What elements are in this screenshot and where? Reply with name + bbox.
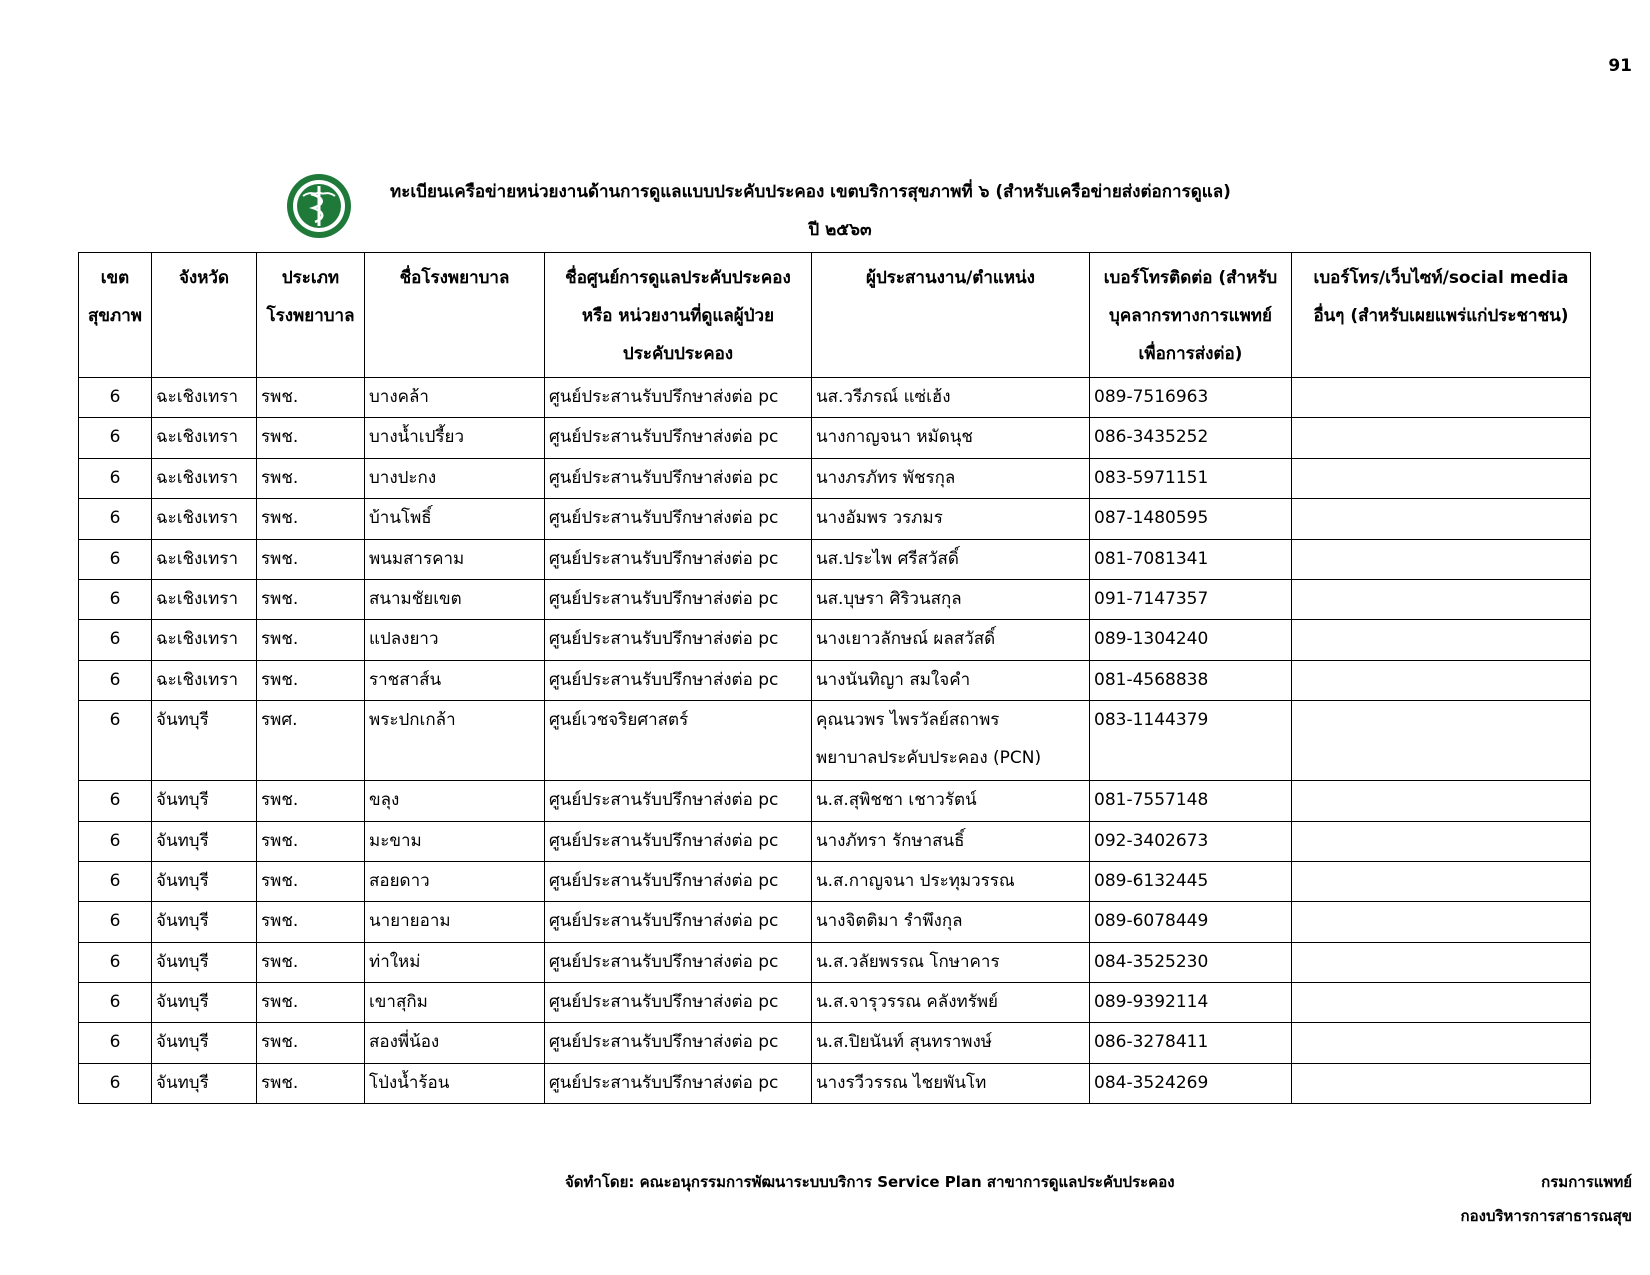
table-cell: จันทบุรี [152,781,257,821]
table-cell: จันทบุรี [152,1063,257,1103]
document-title: ทะเบียนเครือข่ายหน่วยงานด้านการดูแลแบบประคับประคอง เขตบริการสุขภาพที่ ๖ (สำหรับเครือข่ายส่งต่อการดูแล) [390,182,1231,202]
column-header-line: โรงพยาบาล [266,306,355,326]
table-cell [1292,781,1591,821]
table-cell: ฉะเชิงเทรา [152,458,257,498]
table-row [79,378,1591,418]
table-cell: 083-5971151 [1090,458,1292,498]
column-header-line: ประเภท [281,268,340,288]
table-cell: 081-7557148 [1090,781,1292,821]
table-row [79,660,1591,700]
table-cell: 6 [79,701,152,781]
table-cell: 087-1480595 [1090,499,1292,539]
column-header-line: เพื่อการส่งต่อ) [1138,344,1243,364]
table-cell: ศูนย์ประสานรับปรึกษาส่งต่อ pc [545,539,812,579]
table-cell: ฉะเชิงเทรา [152,539,257,579]
table-cell: ฉะเชิงเทรา [152,660,257,700]
table-cell: น.ส.วลัยพรรณ โกษาคาร [812,942,1090,982]
column-header-line: จังหวัด [178,268,230,288]
column-header-line: สุขภาพ [88,306,142,326]
ministry-seal-icon [285,172,353,240]
table-cell: 089-7516963 [1090,378,1292,418]
table-row [79,418,1591,458]
table-cell: ศูนย์ประสานรับปรึกษาส่งต่อ pc [545,1023,812,1063]
column-header [1292,253,1591,378]
table-cell: ขลุง [365,781,545,821]
table-cell: บางปะกง [365,458,545,498]
column-header-line: ผู้ประสานงาน/ตำแหน่ง [866,268,1035,288]
table-cell: ฉะเชิงเทรา [152,579,257,619]
table-cell: รพช. [257,660,365,700]
table-cell: รพช. [257,579,365,619]
table-cell: ฉะเชิงเทรา [152,499,257,539]
table-cell: ศูนย์ประสานรับปรึกษาส่งต่อ pc [545,781,812,821]
table-cell: 6 [79,620,152,660]
table-cell: นางจิตติมา รำพึงกุล [812,902,1090,942]
table-cell [1292,418,1591,458]
table-cell: รพช. [257,539,365,579]
page-number: 91 [1608,56,1632,76]
registry-table [78,252,1591,1104]
table-cell [1292,458,1591,498]
table-cell: ศูนย์ประสานรับปรึกษาส่งต่อ pc [545,1063,812,1103]
table-row [79,821,1591,861]
table-cell: 6 [79,983,152,1023]
table-cell: ศูนย์ประสานรับปรึกษาส่งต่อ pc [545,499,812,539]
table-cell: นางกาญจนา หมัดนุช [812,418,1090,458]
table-cell: ศูนย์ประสานรับปรึกษาส่งต่อ pc [545,983,812,1023]
table-row [79,861,1591,901]
table-row [79,620,1591,660]
table-cell [1292,660,1591,700]
table-cell: ฉะเชิงเทรา [152,620,257,660]
table-cell: ศูนย์ประสานรับปรึกษาส่งต่อ pc [545,458,812,498]
table-cell [1292,983,1591,1023]
table-cell: 6 [79,1063,152,1103]
column-header [79,253,152,378]
table-cell: 6 [79,418,152,458]
table-cell: 6 [79,378,152,418]
table-cell: 6 [79,902,152,942]
table-cell: รพช. [257,1023,365,1063]
table-cell: รพช. [257,861,365,901]
column-header [152,253,257,378]
table-cell: ท่าใหม่ [365,942,545,982]
table-header-row [79,253,1591,378]
table-cell: น.ส.กาญจนา ประทุมวรรณ [812,861,1090,901]
table-cell: นางเยาวลักษณ์ ผลสวัสดิ์ [812,620,1090,660]
table-cell [1292,1023,1591,1063]
column-header-line: เบอร์โทรติดต่อ (สำหรับ [1103,268,1278,288]
table-cell: นส.ประไพ ศรีสวัสดิ์ [812,539,1090,579]
column-header-line: ชื่อศูนย์การดูแลประคับประคอง [565,268,791,288]
table-cell: 6 [79,660,152,700]
table-row [79,983,1591,1023]
table-cell: รพช. [257,1063,365,1103]
column-header-line: อื่นๆ (สำหรับเผยแพร่แก่ประชาชน) [1313,306,1569,326]
table-cell: 6 [79,499,152,539]
table-cell: ศูนย์ประสานรับปรึกษาส่งต่อ pc [545,579,812,619]
table-cell: 089-6078449 [1090,902,1292,942]
table-cell: รพช. [257,983,365,1023]
table-cell [1292,701,1591,781]
table-cell-line: พยาบาลประคับประคอง (PCN) [816,748,1042,769]
table-cell: 084-3524269 [1090,1063,1292,1103]
footer-org-line2: กองบริหารการสาธารณสุข [1460,1207,1632,1225]
table-row [79,781,1591,821]
table-cell: น.ส.จารุวรรณ คลังทรัพย์ [812,983,1090,1023]
table-cell: 6 [79,861,152,901]
column-header [1090,253,1292,378]
table-cell [1292,539,1591,579]
table-cell: จันทบุรี [152,942,257,982]
footer-org-line1: กรมการแพทย์ [1541,1173,1632,1191]
table-cell: 089-6132445 [1090,861,1292,901]
table-cell: นางภัทรา รักษาสนธิ์ [812,821,1090,861]
table-cell: สอยดาว [365,861,545,901]
table-cell: รพช. [257,418,365,458]
table-cell: 081-7081341 [1090,539,1292,579]
table-cell: รพช. [257,458,365,498]
table-cell: รพช. [257,902,365,942]
table-cell: 6 [79,781,152,821]
table-cell: 083-1144379 [1090,701,1292,781]
table-cell: ศูนย์ประสานรับปรึกษาส่งต่อ pc [545,861,812,901]
table-cell: จันทบุรี [152,902,257,942]
document-subtitle: ปี ๒๕๖๓ [808,220,872,240]
table-cell: จันทบุรี [152,701,257,781]
table-cell: 6 [79,821,152,861]
table-cell: ราชสาส์น [365,660,545,700]
table-row [79,539,1591,579]
table-cell: แปลงยาว [365,620,545,660]
table-cell: 089-1304240 [1090,620,1292,660]
table-cell: ศูนย์ประสานรับปรึกษาส่งต่อ pc [545,942,812,982]
table-cell: รพช. [257,821,365,861]
table-cell: นางนันทิญา สมใจคำ [812,660,1090,700]
table-cell: 6 [79,579,152,619]
table-cell: บางน้ำเปรี้ยว [365,418,545,458]
table-cell: นางอัมพร วรภมร [812,499,1090,539]
table-cell: ศูนย์ประสานรับปรึกษาส่งต่อ pc [545,660,812,700]
table-cell: ศูนย์ประสานรับปรึกษาส่งต่อ pc [545,620,812,660]
table-cell: มะขาม [365,821,545,861]
table-row [79,1063,1591,1103]
table-cell: ฉะเชิงเทรา [152,378,257,418]
table-row [79,579,1591,619]
column-header-line: เบอร์โทร/เว็บไซท์/social media [1313,268,1569,288]
table-cell: 086-3435252 [1090,418,1292,458]
table-cell: ศูนย์ประสานรับปรึกษาส่งต่อ pc [545,378,812,418]
table-cell: 089-9392114 [1090,983,1292,1023]
table-cell: พระปกเกล้า [365,701,545,781]
column-header [812,253,1090,378]
table-cell: ศูนย์ประสานรับปรึกษาส่งต่อ pc [545,821,812,861]
table-cell: นส.วรีภรณ์ แซ่เฮ้ง [812,378,1090,418]
table-cell: รพช. [257,942,365,982]
table-cell: สนามชัยเขต [365,579,545,619]
table-cell: 081-4568838 [1090,660,1292,700]
table-cell: 6 [79,539,152,579]
table-cell: รพช. [257,378,365,418]
table-cell [1292,1063,1591,1103]
table-cell: สองพี่น้อง [365,1023,545,1063]
column-header-line: ชื่อโรงพยาบาล [399,268,510,288]
table-cell: นางรวีวรรณ ไชยพันโท [812,1063,1090,1103]
table-cell: ศูนย์ประสานรับปรึกษาส่งต่อ pc [545,902,812,942]
table-cell: จันทบุรี [152,1023,257,1063]
table-cell [1292,499,1591,539]
table-cell: ฉะเชิงเทรา [152,418,257,458]
table-cell: นายายอาม [365,902,545,942]
table-row [79,499,1591,539]
table-cell: รพช. [257,620,365,660]
table-cell: นส.บุษรา ศิริวนสกุล [812,579,1090,619]
table-cell: 6 [79,1023,152,1063]
table-cell: รพช. [257,499,365,539]
table-cell: 092-3402673 [1090,821,1292,861]
table-cell: บ้านโพธิ์ [365,499,545,539]
table-cell [812,701,1090,781]
table-cell [1292,902,1591,942]
table-row [79,458,1591,498]
table-cell: 6 [79,942,152,982]
table-cell: 086-3278411 [1090,1023,1292,1063]
table-cell: ศูนย์เวชจริยศาสตร์ [545,701,812,781]
table-row [79,902,1591,942]
table-cell: น.ส.สุพิชชา เชาวรัตน์ [812,781,1090,821]
table-cell: น.ส.ปิยนันท์ สุนทราพงษ์ [812,1023,1090,1063]
column-header-line: บุคลากรทางการแพทย์ [1109,306,1272,326]
table-cell [1292,579,1591,619]
table-cell: ศูนย์ประสานรับปรึกษาส่งต่อ pc [545,418,812,458]
column-header-line: เขต [100,268,130,288]
table-cell [1292,861,1591,901]
table-cell: จันทบุรี [152,983,257,1023]
table-cell: 084-3525230 [1090,942,1292,982]
table-cell: โป่งน้ำร้อน [365,1063,545,1103]
table-cell: 6 [79,458,152,498]
table-cell: 091-7147357 [1090,579,1292,619]
table-cell: เขาสุกิม [365,983,545,1023]
table-cell-line: คุณนวพร ไพรวัลย์สถาพร [816,710,1000,731]
table-cell [1292,378,1591,418]
table-cell: รพช. [257,781,365,821]
table-cell [1292,620,1591,660]
table-cell: พนมสารคาม [365,539,545,579]
table-cell: จันทบุรี [152,821,257,861]
table-row [79,701,1591,781]
table-cell [1292,942,1591,982]
table-row [79,1023,1591,1063]
column-header-line: ประคับประคอง [622,344,734,364]
table-cell: นางภรภัทร พัชรกุล [812,458,1090,498]
column-header [257,253,365,378]
column-header [545,253,812,378]
footer-prepared-by: จัดทำโดย: คณะอนุกรรมการพัฒนาระบบบริการ Service Plan สาขาการดูแลประคับประคอง [565,1173,1175,1191]
table-cell: รพศ. [257,701,365,781]
column-header-line: หรือ หน่วยงานที่ดูแลผู้ป่วย [581,306,775,326]
table-cell [1292,821,1591,861]
table-cell: จันทบุรี [152,861,257,901]
table-row [79,942,1591,982]
column-header [365,253,545,378]
table-cell: บางคล้า [365,378,545,418]
